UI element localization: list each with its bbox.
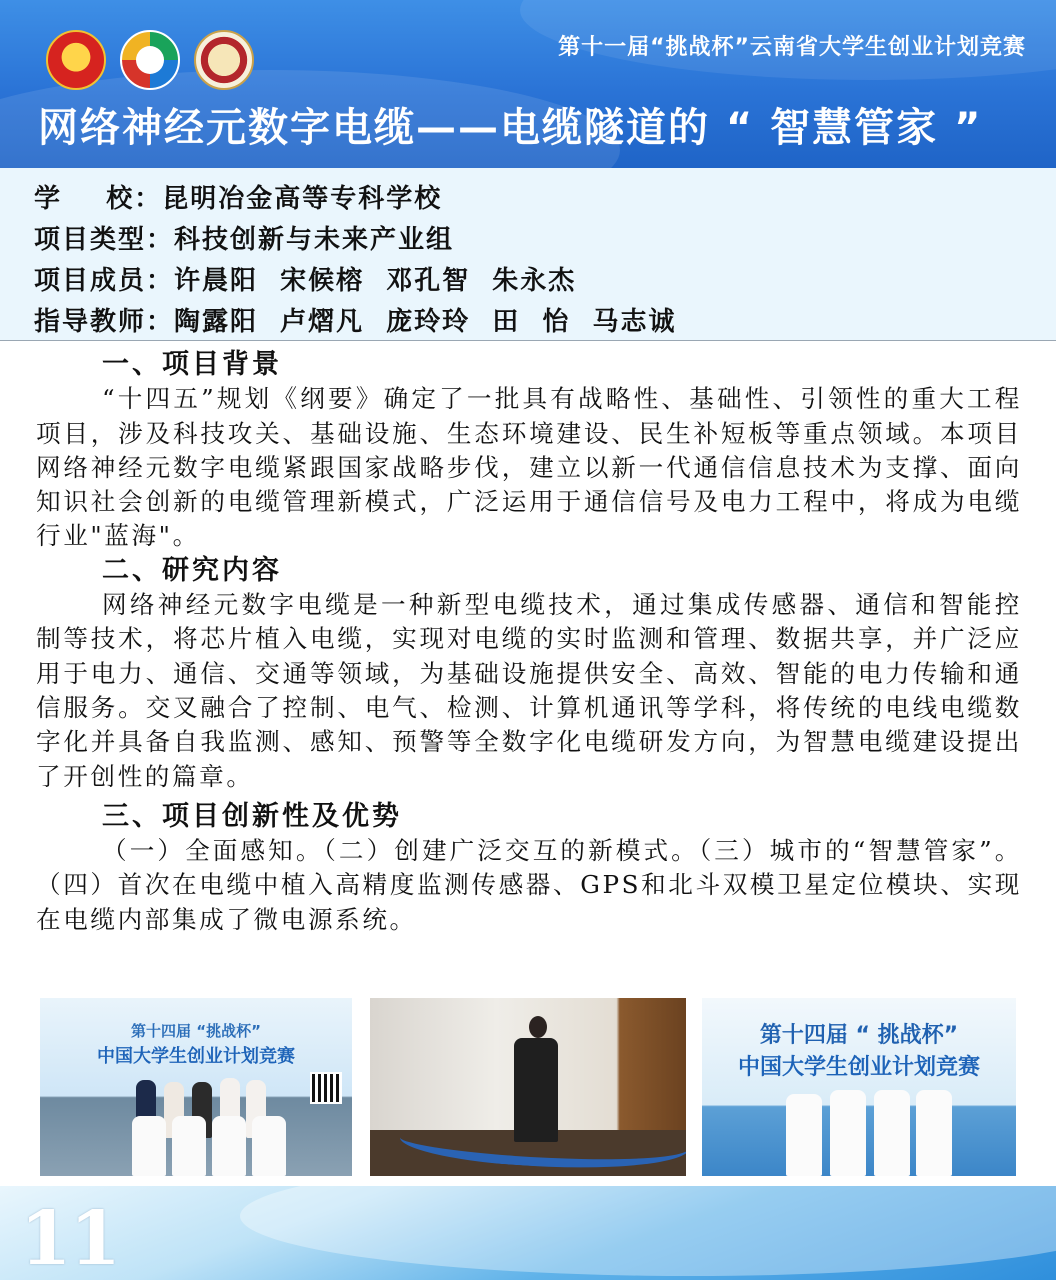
members-line: 项目成员：许晨阳 宋候榕 邓孔智 朱永杰 <box>34 266 577 296</box>
logo-group <box>46 30 254 90</box>
banner-line: 中国大学生创业计划竞赛 <box>737 1055 980 1080</box>
person-figure <box>132 1116 166 1176</box>
footer-wave <box>240 1186 1056 1276</box>
swirl-logo-icon <box>120 30 180 90</box>
section-paragraph: （一）全面感知。（二）创建广泛交互的新模式。（三）城市的“智慧管家”。（四）首次在电缆中植入高精度监测传感器、GPS和北斗双模卫星定位模块、实现在电缆内部集成了微电源系统。 <box>36 836 1022 934</box>
banner-line: 第十四届 “ 挑战杯” <box>759 1023 959 1048</box>
college-seal-icon <box>194 30 254 90</box>
section-paragraph: 网络神经元数字电缆是一种新型电缆技术，通过集成传感器、通信和智能控制等技术，将芯片植入电缆，实现对电缆的实时监测和管理、数据共享，并广泛应用于电力、通信、交通等领域，为基础设施提供安全、高效、智能的电力传输和通信服务。交叉融合了控制、电气、检测、计算机通讯等学科，将传统的电线电缆数字化并具备自我监测、感知、预警等全数字化电缆研发方向，为智慧电缆建设提出了开创性的篇章。 <box>36 590 1022 791</box>
person-figure <box>212 1116 246 1176</box>
section-heading: 二、研究内容 <box>102 554 282 586</box>
banner-line: 中国大学生创业计划竞赛 <box>97 1046 295 1067</box>
project-type-line: 项目类型：科技创新与未来产业组 <box>34 225 455 255</box>
section-heading: 三、项目创新性及优势 <box>102 800 402 832</box>
banner-line: 第十四届 “挑战杯” <box>131 1022 261 1040</box>
qr-code-icon <box>310 1072 342 1104</box>
team-photo-stage <box>702 998 1016 1176</box>
page-number: 11 <box>20 1196 119 1282</box>
person-figure <box>786 1094 822 1176</box>
contest-name: 第十一届“挑战杯”云南省大学生创业计划竞赛 <box>558 35 1026 60</box>
project-info-panel <box>0 168 1056 341</box>
article-body <box>36 348 1022 937</box>
youth-league-emblem-icon <box>46 30 106 90</box>
section-paragraph: “十四五”规划《纲要》确定了一批具有战略性、基础性、引领性的重大工程项目，涉及科技攻关、基础设施、生态环境建设、民生补短板等重点领域。本项目网络神经元数字电缆紧跟国家战略步伐，建立以新一代通信信息技术为支撑、面向知识社会创新的电缆管理新模式，广泛运用于通信信号及电力工程中，将成为电缆行业"蓝海"。 <box>36 384 1022 551</box>
page-title: 网络神经元数字电缆——电缆隧道的 “ 智慧管家 ” <box>38 105 983 151</box>
teachers-line: 指导教师：陶露阳 卢熠凡 庞玲玲 田 怡 马志诚 <box>34 307 677 337</box>
person-figure <box>252 1116 286 1176</box>
header-banner <box>0 0 1056 168</box>
person-figure <box>830 1090 866 1176</box>
photo-strip <box>0 998 1056 1176</box>
person-figure <box>874 1090 910 1176</box>
section-heading: 一、项目背景 <box>102 349 282 380</box>
cable-demo-photo <box>370 998 686 1176</box>
team-photo-stage <box>40 998 352 1176</box>
person-figure <box>172 1116 206 1176</box>
person-figure <box>916 1090 952 1176</box>
school-line: 学 校：昆明冶金高等专科学校 <box>34 184 443 214</box>
footer-band <box>0 1186 1056 1280</box>
presenter-head <box>529 1016 547 1038</box>
